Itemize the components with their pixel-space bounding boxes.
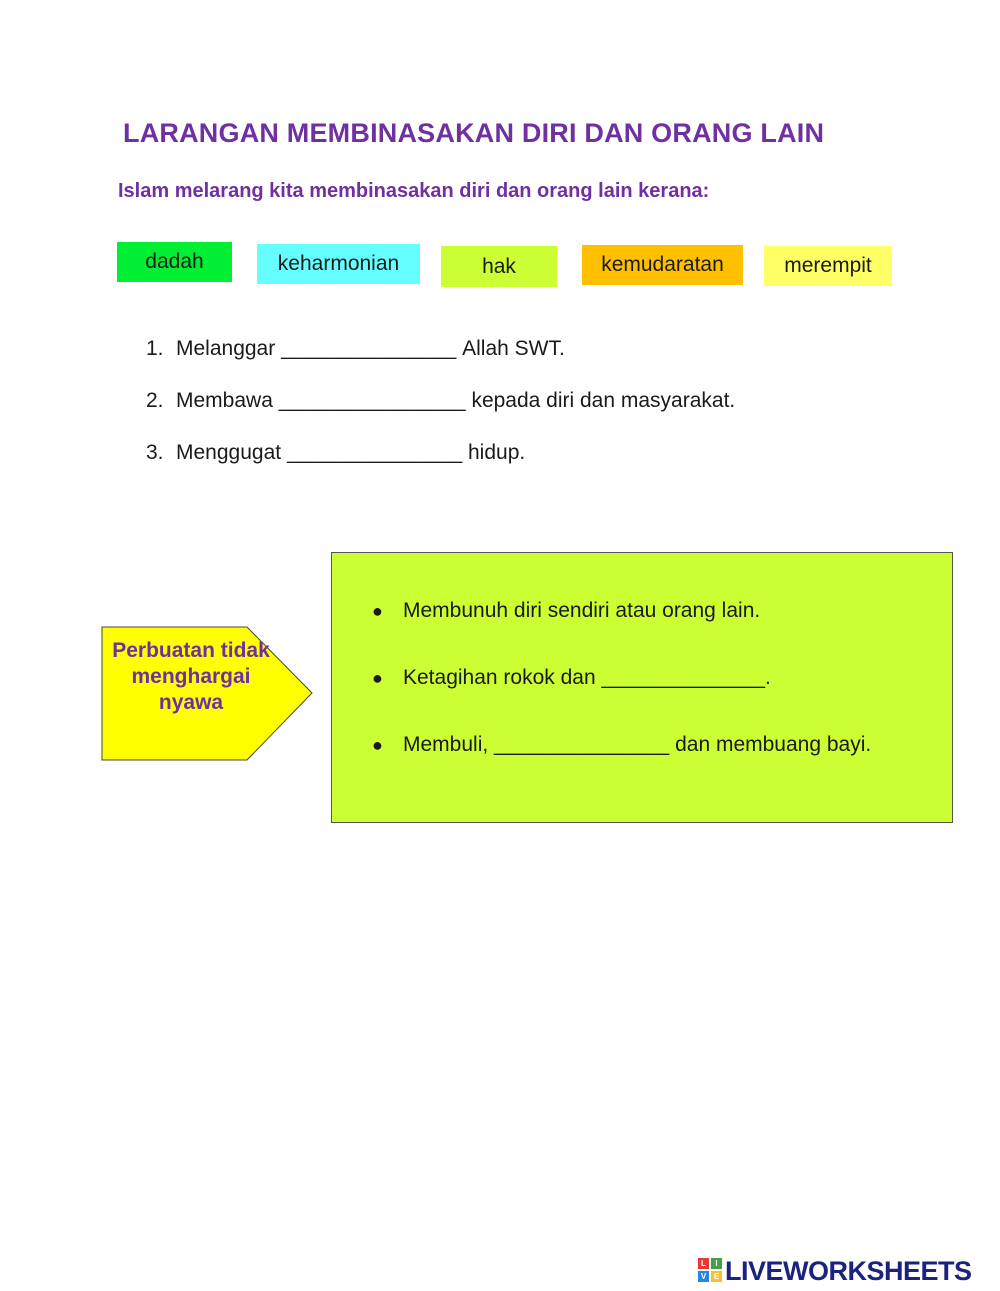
bullet-item bbox=[372, 664, 871, 731]
liveworksheets-logo[interactable] bbox=[698, 1256, 972, 1286]
logo-mark-letter: V bbox=[698, 1271, 709, 1282]
question-number: 1. bbox=[146, 337, 164, 360]
word-chip-dadah[interactable]: dadah bbox=[117, 242, 232, 282]
answer-blank-3[interactable]: _______________ bbox=[286, 441, 463, 464]
logo-mark-letter: E bbox=[711, 1271, 722, 1282]
bullet-list bbox=[372, 597, 871, 798]
question-item bbox=[146, 438, 735, 490]
question-text-after: kepada diri dan masyarakat. bbox=[471, 389, 736, 412]
answer-blank-5[interactable]: _______________ bbox=[494, 733, 670, 756]
answer-blank-2[interactable]: ________________ bbox=[278, 389, 466, 412]
question-text-before: Menggugat bbox=[176, 441, 282, 464]
logo-mark-icon bbox=[698, 1258, 723, 1284]
logo-mark-letter: I bbox=[711, 1258, 722, 1269]
question-item bbox=[146, 386, 735, 438]
logo-mark-letter: L bbox=[698, 1258, 709, 1269]
question-number: 2. bbox=[146, 389, 164, 412]
bullet-text-after: dan membuang bayi. bbox=[675, 733, 872, 756]
bullet-item bbox=[372, 731, 871, 798]
answer-blank-1[interactable]: _______________ bbox=[281, 337, 457, 360]
bullet-icon: ● bbox=[372, 735, 383, 755]
bullet-text: Membunuh diri sendiri atau orang lain. bbox=[403, 599, 761, 622]
bullet-text-after: . bbox=[765, 666, 771, 689]
arrow-callout bbox=[101, 626, 315, 762]
question-item bbox=[146, 334, 735, 386]
question-list bbox=[146, 334, 735, 490]
question-number: 3. bbox=[146, 441, 164, 464]
page-title: LARANGAN MEMBINASAKAN DIRI DAN ORANG LAIN bbox=[123, 118, 825, 148]
word-chip-hak[interactable]: hak bbox=[441, 246, 557, 287]
answer-blank-4[interactable]: ______________ bbox=[601, 666, 765, 689]
question-text-after: Allah SWT. bbox=[462, 337, 565, 360]
question-text-after: hidup. bbox=[467, 441, 526, 464]
page-subtitle: Islam melarang kita membinasakan diri dan orang lain kerana: bbox=[118, 180, 710, 202]
word-chip-merempit[interactable]: merempit bbox=[764, 246, 892, 286]
word-chip-kemudaratan[interactable]: kemudaratan bbox=[582, 245, 743, 285]
bullet-text: Membuli, bbox=[403, 733, 489, 756]
logo-text: LIVEWORKSHEETS bbox=[725, 1255, 972, 1286]
bullet-text: Ketagihan rokok dan bbox=[403, 666, 596, 689]
bullet-icon: ● bbox=[372, 601, 383, 621]
bullet-item bbox=[372, 597, 871, 664]
bullet-icon: ● bbox=[372, 668, 383, 688]
arrow-label: Perbuatan tidak menghargai nyawa bbox=[112, 639, 270, 714]
word-chip-keharmonian[interactable]: keharmonian bbox=[257, 244, 420, 284]
question-text-before: Melanggar bbox=[176, 337, 276, 360]
question-text-before: Membawa bbox=[176, 389, 273, 412]
examples-box bbox=[331, 552, 953, 823]
